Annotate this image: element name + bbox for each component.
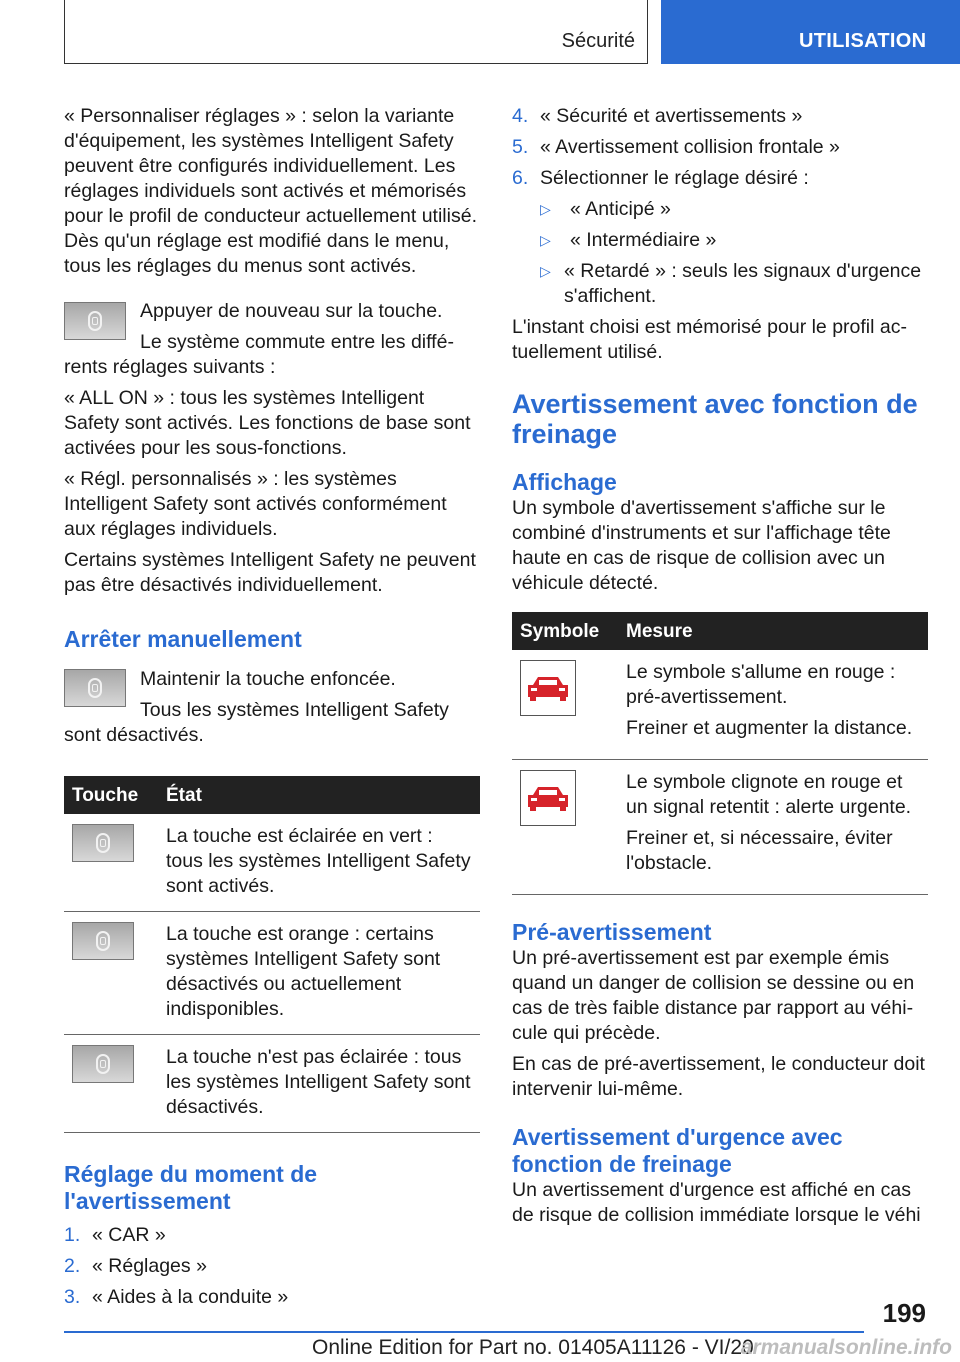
left-column [64,104,480,1316]
option-item: ▷ « Retardé » : seuls les signaux d'urgence s'affichent. [540,260,922,307]
section-heading: Affichage [512,469,617,495]
paragraph: Certains systèmes Intelligent Safety ne peuvent pas être désactivés individuellement. [64,549,476,596]
symbol-table [512,612,928,895]
table-cell: La touche est éclairée en vert : tous les systèmes Intelligent Safety sont activés. [158,814,480,912]
collision-car-icon [520,770,576,826]
header-box [64,0,648,64]
watermark: armanualsonline.info [740,1336,952,1359]
table-cell: Freiner et, si nécessaire, éviter l'obstacle. [626,827,893,874]
table-cell: Le symbole s'allume en rouge : pré-avertissement. [626,661,896,708]
paragraph: En cas de pré-avertissement, le conducteur doit intervenir lui-même. [512,1053,925,1100]
table-header: État [158,776,480,814]
page-number: 199 [882,1298,926,1328]
collision-car-icon [520,660,576,716]
button-orange-icon [72,922,134,960]
tab-label: UTILISATION [799,30,927,52]
edition-text: Online Edition for Part no. 01405A11126 - VI/20 [312,1336,754,1359]
table-row [64,1035,480,1133]
section-title: Sécurité [561,30,635,52]
section-heading: Pré-avertissement [512,919,712,945]
right-column [512,104,928,1234]
paragraph: « ALL ON » : tous les systèmes Intelligent Safety sont activés. Les fonctions de base sont activées pour les sous-fonctions. [64,387,471,459]
footer-divider [64,1331,864,1333]
paragraph: Un avertissement d'urgence est affiché en cas de risque de collision immédiate lorsque le véhi [512,1179,921,1226]
paragraph: « Régl. personnalisés » : les systèmes Intelligent Safety sont activés conformément aux réglages individuels. [64,468,447,540]
paragraph: Tous les systèmes Intelligent Safety sont désactivés. [64,699,449,746]
table-header: Mesure [618,612,928,650]
press-again-block [64,299,480,380]
option-item: ▷ « Anticipé » [540,198,671,220]
table-cell: La touche n'est pas éclairée : tous les systèmes Intelligent Safety sont désactivés. [158,1035,480,1133]
table-header: Symbole [512,612,618,650]
hold-block [64,667,480,748]
paragraph: Appuyer de nouveau sur la touche. [140,300,443,322]
section-heading: Arrêter manuellement [64,626,302,652]
paragraph: « Personnaliser réglages » : selon la variante d'équipement, les systèmes Intelligent Safety peuvent être configurés individuellement. Les réglages individuels sont activés et mémorisés pour le profil de conducteur actuellement utilisé. Dès qu'un réglage est modifié dans le menu, tous les réglages du menus sont activés. [64,105,477,277]
button-off-icon [72,1045,134,1083]
paragraph: Le système commute entre les différents réglages suivants : [64,331,454,378]
intelligent-safety-button-icon [64,302,126,340]
table-row [64,814,480,912]
list-item: 6. Sélectionner le réglage désiré : [512,167,809,189]
option-item: ▷ « Intermédiaire » [540,229,717,251]
table-row [64,912,480,1035]
button-state-table [64,776,480,1133]
list-item: 4. « Sécurité et avertissements » [512,105,803,127]
table-row [512,760,928,895]
paragraph: Un pré-avertissement est par exemple émis quand un danger de collision se dessine ou en cas de très faible distance par rapport au véhicule qui précède. [512,947,915,1044]
triangle-bullet-icon: ▷ [540,263,551,279]
button-green-icon [72,824,134,862]
section-heading: Avertissement d'urgence avec fonction de freinage [512,1124,843,1177]
paragraph: Maintenir la touche enfoncée. [140,668,396,690]
triangle-bullet-icon: ▷ [540,232,551,248]
tab-utilisation[interactable] [661,0,960,64]
paragraph: Un symbole d'avertissement s'affiche sur le combiné d'instruments et sur l'affichage tête haute en cas de risque de collision avec un véhicule détecté. [512,497,891,594]
table-row [512,650,928,760]
list-item: 2. « Réglages » [64,1255,207,1277]
table-cell: Le symbole clignote en rouge et un signal retentit : alerte urgente. [626,771,912,818]
triangle-bullet-icon: ▷ [540,201,551,217]
intelligent-safety-button-icon [64,669,126,707]
section-heading: Réglage du moment de l'avertissement [64,1161,318,1214]
list-item: 5. « Avertissement collision frontale » [512,136,840,158]
table-header: Touche [64,776,158,814]
list-item: 1. « CAR » [64,1224,166,1246]
list-item: 3. « Aides à la conduite » [64,1286,289,1308]
table-cell: La touche est orange : certains systèmes Intelligent Safety sont désactivés ou actuellement indisponibles. [158,912,480,1035]
main-heading: Avertissement avec fonction de freinage [512,389,918,449]
paragraph: L'instant choisi est mémorisé pour le profil actuellement utilisé. [512,316,907,363]
table-cell: Freiner et augmenter la distance. [626,717,913,739]
